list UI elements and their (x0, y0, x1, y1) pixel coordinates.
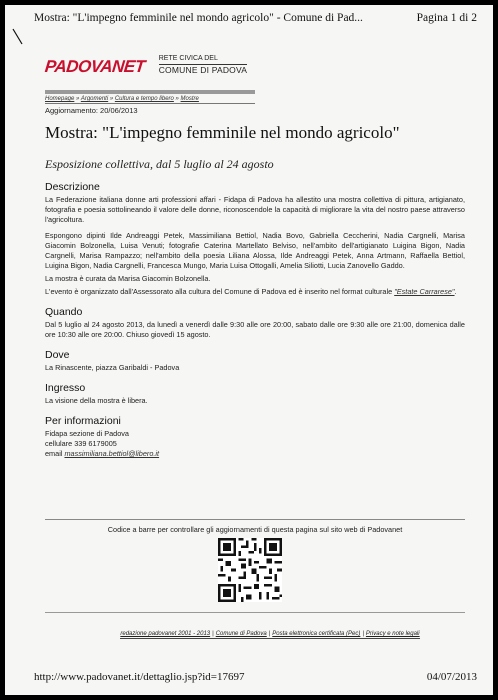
descrizione-paragraph-4: L'evento è organizzato dall'Assessorato alla cultura del Comune di Padova ed è inserito nel format culturale "Estate Carrarese". (45, 287, 457, 296)
page-subtitle: Esposizione collettiva, dal 5 luglio al 24 agosto (45, 157, 274, 171)
estate-carrarese-link[interactable]: "Estate Carrarese" (394, 287, 455, 296)
print-footer (34, 671, 477, 683)
info-email-row: email massimiliana.bettiol@libero.it (45, 449, 160, 458)
article-body (45, 181, 465, 468)
padovanet-logo[interactable]: PADOVANET (44, 57, 146, 77)
section-ingresso (45, 382, 465, 406)
print-footer-url: http://www.padovanet.it/dettaglio.jsp?id=17697 (34, 671, 245, 683)
site-branding[interactable] (45, 55, 247, 75)
info-line-1: Fidapa sezione di Padova (45, 429, 129, 438)
pen-mark (11, 27, 25, 47)
printed-page (5, 5, 493, 695)
ingresso-text: La visione della mostra è libera. (45, 396, 148, 405)
footer-link-redazione[interactable]: redazione padovanet 2001 - 2013 (120, 631, 211, 637)
divider-footer (45, 612, 465, 613)
breadcrumb-argomenti[interactable]: Argomenti (80, 96, 109, 102)
print-footer-date: 04/07/2013 (426, 671, 477, 683)
footer-link-privacy[interactable]: Privacy e note legali (365, 631, 420, 637)
dove-heading: Dove (45, 349, 70, 361)
breadcrumb: Homepage » Argomenti » Cultura e tempo libero » Mostre (45, 96, 255, 104)
quando-heading: Quando (45, 306, 83, 318)
info-heading: Per informazioni (45, 415, 121, 427)
header-bar (45, 90, 255, 94)
section-descrizione (45, 181, 465, 297)
divider (45, 519, 465, 520)
section-quando (45, 306, 465, 340)
quando-text: Dal 5 luglio al 24 agosto 2013, da lunedì a venerdì dalle 9:30 alle ore 20:00, sabato dalle ore 9:30 alle ore 21:00, domenica dalle ore 10:30 alle ore 20:00. Chiuso giovedì 15 agosto. (45, 320, 465, 339)
footer-link-comune[interactable]: Comune di Padova (215, 631, 267, 637)
qr-caption: Codice a barre per controllare gli aggiornamenti di questa pagina sul sito web di Padovanet (107, 525, 403, 534)
descrizione-paragraph-1: La Federazione italiana donne arti professioni affari - Fidapa di Padova ha allestito una mostra collettiva di pittura, artigianato, fotografia e poesia sottolineando il valore delle donne, riconoscendole la capacità di migliorare la vita del nostro paese attraverso l'agricoltura. (45, 195, 465, 224)
page-title: Mostra: "L'impegno femminile nel mondo agricolo" (45, 123, 400, 142)
footer-links: redazione padovanet 2001 - 2013 | Comune di Padova | Posta elettronica certificata (Pec) | Privacy e note legali (120, 631, 420, 637)
info-line-2: cellulare 339 6179005 (45, 439, 117, 448)
section-info (45, 415, 465, 459)
descrizione-heading: Descrizione (45, 181, 100, 193)
print-header-title: Mostra: "L'impegno femminile nel mondo agricolo" - Comune di Pad... (34, 12, 363, 24)
network-name: COMUNE DI PADOVA (158, 64, 248, 75)
breadcrumb-homepage[interactable]: Homepage (45, 96, 75, 102)
ingresso-heading: Ingresso (45, 382, 86, 394)
update-date: Aggiornamento: 20/06/2013 (45, 106, 138, 115)
print-header-page: Pagina 1 di 2 (416, 12, 477, 24)
breadcrumb-cultura[interactable]: Cultura e tempo libero (114, 96, 174, 102)
qr-code (218, 538, 282, 602)
descrizione-paragraph-3: La mostra è curata da Marisa Giacomin Bolzonella. (45, 274, 211, 283)
descrizione-paragraph-2: Espongono dipinti Ilde Andreaggi Petek, Massimiliana Bettiol, Nadia Bovo, Gabriella Ceccherini, Nadia Cargnelli, Marisa Giacomin Bolzonella, Luisa Venuti; fotografie Caterina Martellato Belviso, nell'ambito dell'artigianato Luigina Bigon, Nadia Cargnelli, Marisa Rampazzo; nell'ambito della poesia Liliana Alossa, Ilde Andreaggi Petek, Anna Artmann, Raffaella Bettiol, Luigina Bigon, Nadia Cargnelli, Francesca Mungo, Maria Luisa Ottogalli, Amelia Siliotti, Lucia Zanovello Gaddo. (45, 231, 465, 270)
network-label: RETE CIVICA DEL COMUNE DI PADOVA (158, 55, 248, 75)
dove-text: La Rinascente, piazza Garibaldi - Padova (45, 363, 180, 372)
section-dove (45, 349, 465, 373)
print-header (34, 12, 477, 24)
email-link[interactable]: massimiliana.bettiol@libero.it (64, 449, 160, 458)
breadcrumb-mostre[interactable]: Mostre (180, 96, 199, 102)
footer-link-pec[interactable]: Posta elettronica certificata (Pec) (272, 631, 361, 637)
